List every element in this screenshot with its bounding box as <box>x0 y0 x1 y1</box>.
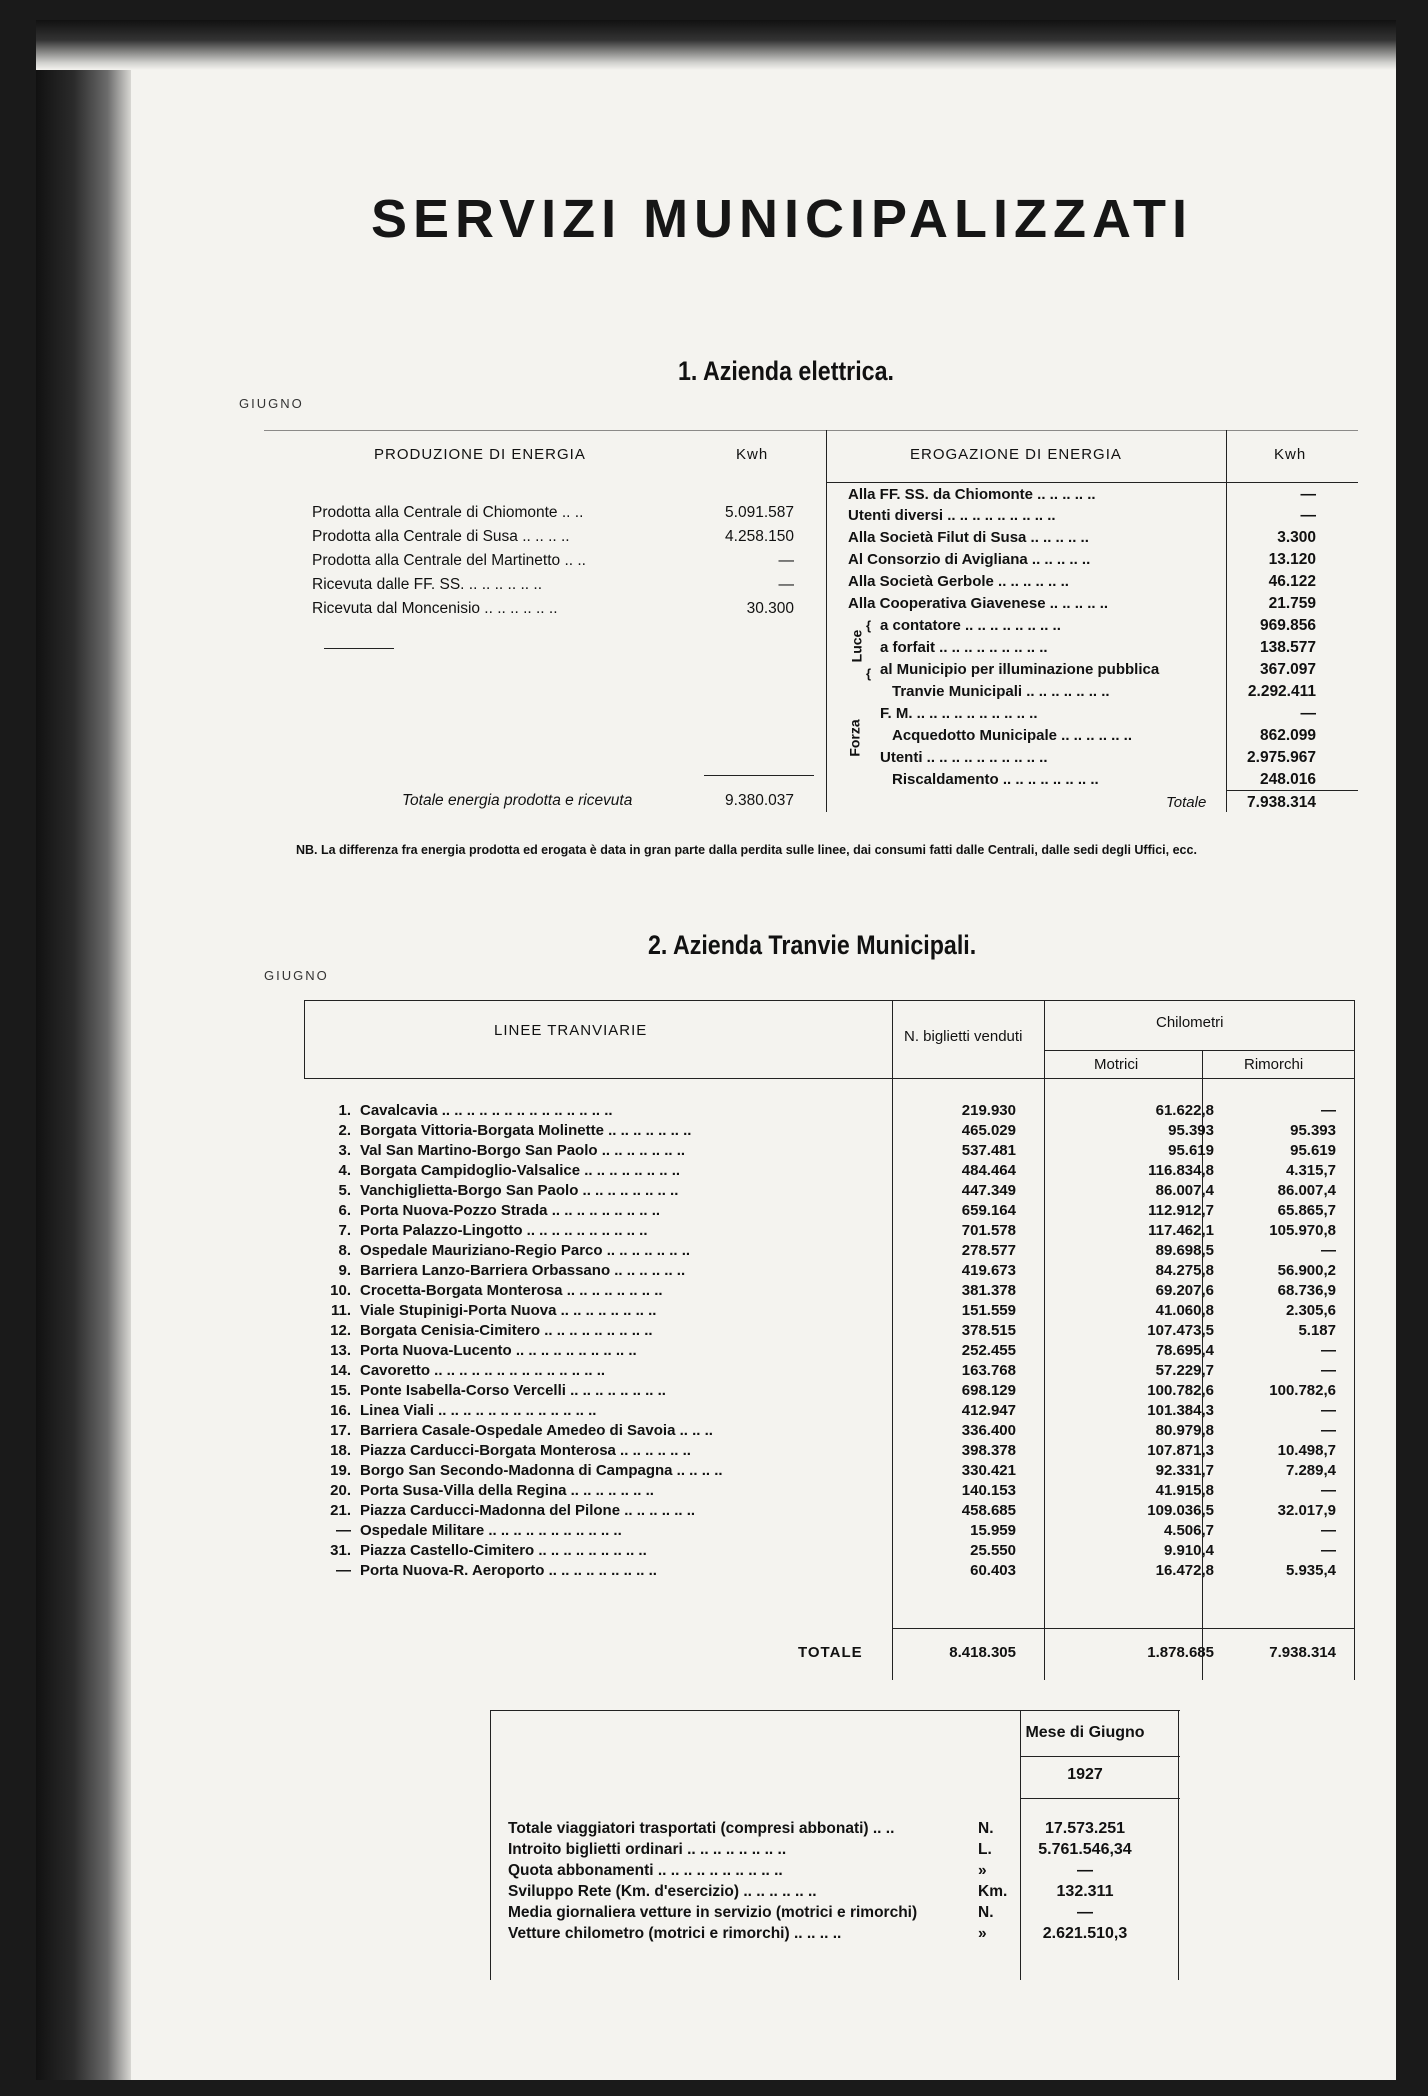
distribution-total-label: Totale <box>1166 794 1207 811</box>
total-rimorchi: 7.938.314 <box>1269 1644 1336 1661</box>
tram-row: 17. Barriera Casale-Ospedale Amedeo di Savoia .. .. .. 336.400 80.979,8 — <box>330 1422 1336 1439</box>
distribution-value-2: 3.300 <box>1277 529 1316 546</box>
distribution-value-11: 862.099 <box>1259 727 1316 744</box>
distribution-unit: Kwh <box>1274 446 1307 463</box>
distribution-value-7: 138.577 <box>1259 639 1316 656</box>
distribution-value-5: 21.759 <box>1268 595 1316 612</box>
tram-row: 14. Cavoretto .. .. .. .. .. .. .. .. .. .. .. .. .. .. 163.768 57.229,7 — <box>330 1362 1336 1379</box>
tram-row: 8. Ospedale Mauriziano-Regio Parco .. .. .. .. .. .. .. 278.577 89.698,5 — <box>338 1242 1336 1259</box>
distribution-label-3: Al Consorzio di Avigliana .. .. .. .. .. <box>848 551 1091 568</box>
section1-month: GIUGNO <box>239 396 304 411</box>
section2-heading: 2. Azienda Tranvie Municipali. <box>648 930 977 960</box>
production-label-4: Ricevuta dal Moncenisio .. .. .. .. .. .. <box>312 600 558 617</box>
production-unit: Kwh <box>736 446 769 463</box>
production-total: 9.380.037 <box>725 792 794 809</box>
production-label-2: Prodotta alla Centrale del Martinetto .. .. <box>312 552 586 569</box>
distribution-label-7: a forfait .. .. .. .. .. .. .. .. .. <box>880 639 1048 656</box>
total-label: TOTALE <box>798 1644 863 1661</box>
document-page <box>36 20 1396 2080</box>
section1-heading: 1. Azienda elettrica. <box>678 356 894 386</box>
tram-row: 13. Porta Nuova-Lucento .. .. .. .. .. .. .. .. .. .. 252.455 78.695,4 — <box>330 1342 1336 1359</box>
section1-note: NB. La differenza fra energia prodotta ed erogata è data in gran parte dalla perdita sulle linee, dai consumi fatti dalle Centrali, dalle sedi degli Uffici, ecc. <box>296 843 1197 857</box>
distribution-total: 7.938.314 <box>1247 794 1316 811</box>
tram-table <box>304 1000 1354 1680</box>
energy-table <box>264 430 1358 812</box>
distribution-label-4: Alla Società Gerbole .. .. .. .. .. .. <box>848 573 1069 590</box>
production-total-label: Totale energia prodotta e ricevuta <box>402 792 633 809</box>
summary-label-1: Introito biglietti ordinari .. .. .. .. .. .. .. .. <box>508 1841 787 1858</box>
production-label-1: Prodotta alla Centrale di Susa .. .. .. .. <box>312 528 570 545</box>
tram-row: 21. Piazza Carducci-Madonna del Pilone .. .. .. .. .. .. 458.685 109.036,5 32.017,9 <box>330 1502 1336 1519</box>
tram-row: 1. Cavalcavia .. .. .. .. .. .. .. .. .. .. .. .. .. .. 219.930 61.622,8 — <box>338 1102 1336 1119</box>
forza-brace-icon: { <box>866 666 872 681</box>
production-value-3: — <box>778 576 794 593</box>
summary-label-4: Media giornaliera vetture in servizio (motrici e rimorchi) <box>508 1904 918 1921</box>
luce-brace-icon: { <box>866 618 872 633</box>
scan-edge-top <box>36 20 1396 70</box>
distribution-label-8: al Municipio per illuminazione pubblica <box>880 661 1160 678</box>
summary-label-2: Quota abbonamenti .. .. .. .. .. .. .. .. .. .. <box>508 1862 783 1879</box>
summary-unit-4: N. <box>978 1904 994 1921</box>
distribution-value-6: 969.856 <box>1259 617 1316 634</box>
summary-label-5: Vetture chilometro (motrici e rimorchi) .. .. .. .. <box>508 1925 842 1942</box>
production-label-3: Ricevuta dalle FF. SS. .. .. .. .. .. .. <box>312 576 542 593</box>
tram-row: 18. Piazza Carducci-Borgata Monterosa .. .. .. .. .. .. 398.378 107.871,3 10.498,7 <box>330 1442 1336 1459</box>
distribution-label-13: Riscaldamento .. .. .. .. .. .. .. .. <box>892 771 1099 788</box>
tram-row: 15. Ponte Isabella-Corso Vercelli .. .. .. .. .. .. .. .. 698.129 100.782,6 100.782,6 <box>330 1382 1336 1399</box>
production-value-4: 30.300 <box>746 600 794 617</box>
distribution-value-3: 13.120 <box>1268 551 1316 568</box>
tram-row: 9. Barriera Lanzo-Barriera Orbassano .. .. .. .. .. .. 419.673 84.275,8 56.900,2 <box>338 1262 1336 1279</box>
summary-month-header: Mese di Giugno <box>1025 1724 1145 1741</box>
production-label-0: Prodotta alla Centrale di Chiomonte .. .. <box>312 504 584 521</box>
summary-label-0: Totale viaggiatori trasportati (compresi abbonati) .. .. <box>508 1820 895 1837</box>
summary-unit-0: N. <box>978 1820 994 1837</box>
col-km-header: Chilometri <box>1156 1014 1224 1031</box>
distribution-value-12: 2.975.967 <box>1247 749 1316 766</box>
tram-total-row <box>304 1644 1354 1664</box>
tram-row: — Porta Nuova-R. Aeroporto .. .. .. .. .. .. .. .. .. 60.403 16.472,8 5.935,4 <box>336 1562 1336 1579</box>
distribution-label-6: a contatore .. .. .. .. .. .. .. .. <box>880 617 1061 634</box>
tram-row: 20. Porta Susa-Villa della Regina .. .. .. .. .. .. .. 140.153 41.915,8 — <box>330 1482 1336 1499</box>
distribution-label-9: Tranvie Municipali .. .. .. .. .. .. .. <box>892 683 1110 700</box>
col-motrici-header: Motrici <box>1094 1056 1139 1073</box>
distribution-value-4: 46.122 <box>1268 573 1316 590</box>
distribution-value-1: — <box>1300 507 1316 524</box>
page-title: SERVIZI MUNICIPALIZZATI <box>371 189 1193 249</box>
tram-row: 7. Porta Palazzo-Lingotto .. .. .. .. .. .. .. .. .. .. 701.578 117.462,1 105.970,8 <box>338 1222 1336 1239</box>
tram-row: 4. Borgata Campidoglio-Valsalice .. .. .. .. .. .. .. .. 484.464 116.834,8 4.315,7 <box>338 1162 1336 1179</box>
distribution-label-10: F. M. .. .. .. .. .. .. .. .. .. .. <box>880 705 1038 722</box>
tram-row: 16. Linea Viali .. .. .. .. .. .. .. .. .. .. .. .. .. 412.947 101.384,3 — <box>330 1402 1336 1419</box>
distribution-label-5: Alla Cooperativa Giavenese .. .. .. .. .. <box>848 595 1109 612</box>
tram-row: 31. Piazza Castello-Cimitero .. .. .. .. .. .. .. .. .. 25.550 9.910,4 — <box>330 1542 1336 1559</box>
summary-unit-2: » <box>978 1862 987 1879</box>
tram-row: 2. Borgata Vittoria-Borgata Molinette .. .. .. .. .. .. .. 465.029 95.393 95.393 <box>338 1122 1336 1139</box>
distribution-label-11: Acquedotto Municipale .. .. .. .. .. .. <box>892 727 1133 744</box>
tram-row: 19. Borgo San Secondo-Madonna di Campagna .. .. .. .. 330.421 92.331,7 7.289,4 <box>330 1462 1336 1479</box>
scan-edge-left <box>36 20 131 2080</box>
forza-label: Forza <box>846 719 863 757</box>
summary-value-0: 17.573.251 <box>1044 1820 1126 1837</box>
summary-year-header: 1927 <box>1067 1766 1103 1783</box>
tram-row: 10. Crocetta-Borgata Monterosa .. .. .. .. .. .. .. .. 381.378 69.207,6 68.736,9 <box>330 1282 1336 1299</box>
summary-value-5: 2.621.510,3 <box>1042 1925 1128 1942</box>
distribution-value-0: — <box>1300 486 1316 503</box>
distribution-value-10: — <box>1300 705 1316 722</box>
distribution-value-8: 367.097 <box>1259 661 1316 678</box>
col-lines-header: LINEE TRANVIARIE <box>494 1022 648 1039</box>
tram-row: 5. Vanchiglietta-Borgo San Paolo .. .. .. .. .. .. .. .. 447.349 86.007,4 86.007,4 <box>338 1182 1336 1199</box>
col-tickets-header: N. biglietti venduti <box>904 1028 1023 1045</box>
summary-unit-1: L. <box>978 1841 992 1858</box>
tram-row: 11. Viale Stupinigi-Porta Nuova .. .. .. .. .. .. .. .. 151.559 41.060,8 2.305,6 <box>330 1302 1336 1319</box>
tram-row: 12. Borgata Cenisia-Cimitero .. .. .. .. .. .. .. .. .. 378.515 107.473,5 5.187 <box>330 1322 1336 1339</box>
summary-label-3: Sviluppo Rete (Km. d'esercizio) .. .. .. .. .. .. <box>508 1883 817 1900</box>
distribution-value-9: 2.292.411 <box>1247 683 1316 700</box>
production-value-1: 4.258.150 <box>725 528 794 545</box>
distribution-label-1: Utenti diversi .. .. .. .. .. .. .. .. .. <box>848 507 1056 524</box>
summary-value-2: — <box>1077 1862 1093 1879</box>
col-rimorchi-header: Rimorchi <box>1244 1056 1304 1073</box>
total-tickets: 8.418.305 <box>949 1644 1016 1661</box>
tram-row: 6. Porta Nuova-Pozzo Strada .. .. .. .. .. .. .. .. .. 659.164 112.912,7 65.865,7 <box>338 1202 1336 1219</box>
total-motrici: 1.878.685 <box>1147 1644 1214 1661</box>
distribution-label-0: Alla FF. SS. da Chiomonte .. .. .. .. .. <box>848 486 1096 503</box>
production-header: PRODUZIONE DI ENERGIA <box>374 446 586 463</box>
summary-unit-3: Km. <box>978 1883 1008 1900</box>
section2-month: GIUGNO <box>264 968 329 983</box>
distribution-label-2: Alla Società Filut di Susa .. .. .. .. .. <box>848 529 1089 546</box>
production-value-0: 5.091.587 <box>725 504 794 521</box>
summary-table <box>490 1710 1180 1980</box>
luce-label: Luce <box>848 629 865 663</box>
production-value-2: — <box>778 552 794 569</box>
distribution-value-13: 248.016 <box>1259 771 1316 788</box>
distribution-label-12: Utenti .. .. .. .. .. .. .. .. .. .. <box>880 749 1048 766</box>
summary-value-4: — <box>1077 1904 1093 1921</box>
distribution-header: EROGAZIONE DI ENERGIA <box>910 446 1122 463</box>
summary-value-1: 5.761.546,34 <box>1038 1841 1132 1858</box>
tram-row: 3. Val San Martino-Borgo San Paolo .. .. .. .. .. .. .. 537.481 95.619 95.619 <box>338 1142 1336 1159</box>
summary-unit-5: » <box>978 1925 987 1942</box>
summary-value-3: 132.311 <box>1056 1883 1114 1900</box>
tram-row: — Ospedale Militare .. .. .. .. .. .. .. .. .. .. .. 15.959 4.506,7 — <box>336 1522 1336 1539</box>
